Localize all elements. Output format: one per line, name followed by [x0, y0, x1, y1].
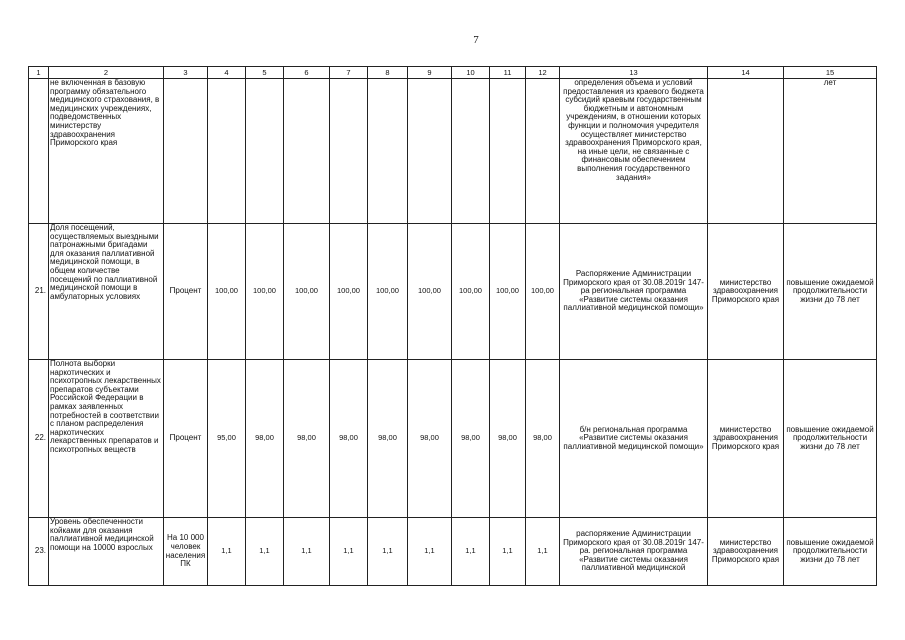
row-number: 22. — [29, 360, 49, 518]
value-cell: 1,1 — [284, 518, 330, 586]
value-cell: 100,00 — [368, 224, 408, 360]
column-header: 2 — [49, 67, 164, 79]
value-cell — [284, 79, 330, 224]
column-header: 3 — [164, 67, 208, 79]
responsible-cell: министерство здравоохранения Приморского края — [708, 518, 784, 586]
value-cell: 98,00 — [452, 360, 490, 518]
unit-cell: Процент — [164, 360, 208, 518]
responsible-cell — [708, 79, 784, 224]
value-cell: 98,00 — [330, 360, 368, 518]
header-row — [29, 67, 877, 79]
indicators-table — [28, 66, 877, 586]
value-cell: 1,1 — [408, 518, 452, 586]
result-cell: повышение ожидаемой продолжительности жизни до 78 лет — [784, 518, 877, 586]
document-cell: распоряжение Администрации Приморского края от 30.08.2019г 147-ра. региональная программа «Развитие системы оказания паллиативной медицинской — [560, 518, 708, 586]
page-number: 7 — [473, 34, 479, 46]
row-number: 21. — [29, 224, 49, 360]
value-cell: 1,1 — [452, 518, 490, 586]
value-cell — [408, 79, 452, 224]
value-cell: 98,00 — [526, 360, 560, 518]
value-cell: 98,00 — [284, 360, 330, 518]
value-cell: 95,00 — [208, 360, 246, 518]
unit-cell: Процент — [164, 224, 208, 360]
value-cell: 100,00 — [490, 224, 526, 360]
unit-cell: На 10 000 человек населения ПК — [164, 518, 208, 586]
value-cell: 1,1 — [208, 518, 246, 586]
result-cell: лет — [784, 79, 877, 224]
value-cell: 100,00 — [330, 224, 368, 360]
table-row — [29, 360, 877, 518]
value-cell: 100,00 — [208, 224, 246, 360]
row-number: 23. — [29, 518, 49, 586]
responsible-cell: министерство здравоохранения Приморского края — [708, 224, 784, 360]
value-cell — [490, 79, 526, 224]
document-cell: определения объема и условий предоставления из краевого бюджета субсидий краевым государственным бюджетным и автономным учреждениям, в отношении которых функции и полномочия учредителя осуществляет министерство здравоохранения Приморского края, на иные цели, не связанные с финансовым обеспечением выполнения государственного задания» — [560, 79, 708, 224]
column-header: 9 — [408, 67, 452, 79]
value-cell: 1,1 — [526, 518, 560, 586]
value-cell — [246, 79, 284, 224]
indicator-cell: Полнота выборки наркотических и психотропных лекарственных препаратов субъектами Российской Федерации в рамках заявленных потребностей в соответствии с планом распределения наркотических лекарственных препаратов и психотропных веществ — [49, 360, 164, 518]
result-cell: повышение ожидаемой продолжительности жизни до 78 лет — [784, 224, 877, 360]
value-cell: 100,00 — [284, 224, 330, 360]
table-row — [29, 224, 877, 360]
value-cell: 100,00 — [452, 224, 490, 360]
column-header: 13 — [560, 67, 708, 79]
value-cell: 98,00 — [408, 360, 452, 518]
value-cell — [368, 79, 408, 224]
value-cell: 1,1 — [246, 518, 284, 586]
column-header: 14 — [708, 67, 784, 79]
value-cell: 100,00 — [246, 224, 284, 360]
value-cell: 1,1 — [490, 518, 526, 586]
column-header: 6 — [284, 67, 330, 79]
column-header: 8 — [368, 67, 408, 79]
table-row — [29, 518, 877, 586]
value-cell: 100,00 — [408, 224, 452, 360]
responsible-cell: министерство здравоохранения Приморского края — [708, 360, 784, 518]
value-cell — [330, 79, 368, 224]
row-number — [29, 79, 49, 224]
value-cell — [452, 79, 490, 224]
column-header: 5 — [246, 67, 284, 79]
column-header: 10 — [452, 67, 490, 79]
value-cell: 1,1 — [368, 518, 408, 586]
indicator-cell: Уровень обеспеченности койками для оказания паллиативной медицинской помощи на 10000 взрослых — [49, 518, 164, 586]
document-cell: б/н региональная программа «Развитие системы оказания паллиативной медицинской помощи» — [560, 360, 708, 518]
value-cell — [526, 79, 560, 224]
document-cell: Распоряжение Администрации Приморского края от 30.08.2019г 147-ра региональная программа «Развитие системы оказания паллиативной медицинской помощи» — [560, 224, 708, 360]
column-header: 4 — [208, 67, 246, 79]
value-cell: 98,00 — [246, 360, 284, 518]
value-cell — [208, 79, 246, 224]
indicator-cell: не включенная в базовую программу обязательного медицинского страхования, в медицинских учреждениях, подведомственных министерству здравоохранения Приморского края — [49, 79, 164, 224]
value-cell: 98,00 — [490, 360, 526, 518]
table-row — [29, 79, 877, 224]
unit-cell — [164, 79, 208, 224]
value-cell: 100,00 — [526, 224, 560, 360]
indicator-cell: Доля посещений, осуществляемых выездными патронажными бригадами для оказания паллиативной медицинской помощи, в общем количестве посещений по паллиативной медицинской помощи в амбулаторных условиях — [49, 224, 164, 360]
column-header: 12 — [526, 67, 560, 79]
column-header: 1 — [29, 67, 49, 79]
column-header: 11 — [490, 67, 526, 79]
column-header: 7 — [330, 67, 368, 79]
value-cell: 98,00 — [368, 360, 408, 518]
result-cell: повышение ожидаемой продолжительности жизни до 78 лет — [784, 360, 877, 518]
value-cell: 1,1 — [330, 518, 368, 586]
column-header: 15 — [784, 67, 877, 79]
